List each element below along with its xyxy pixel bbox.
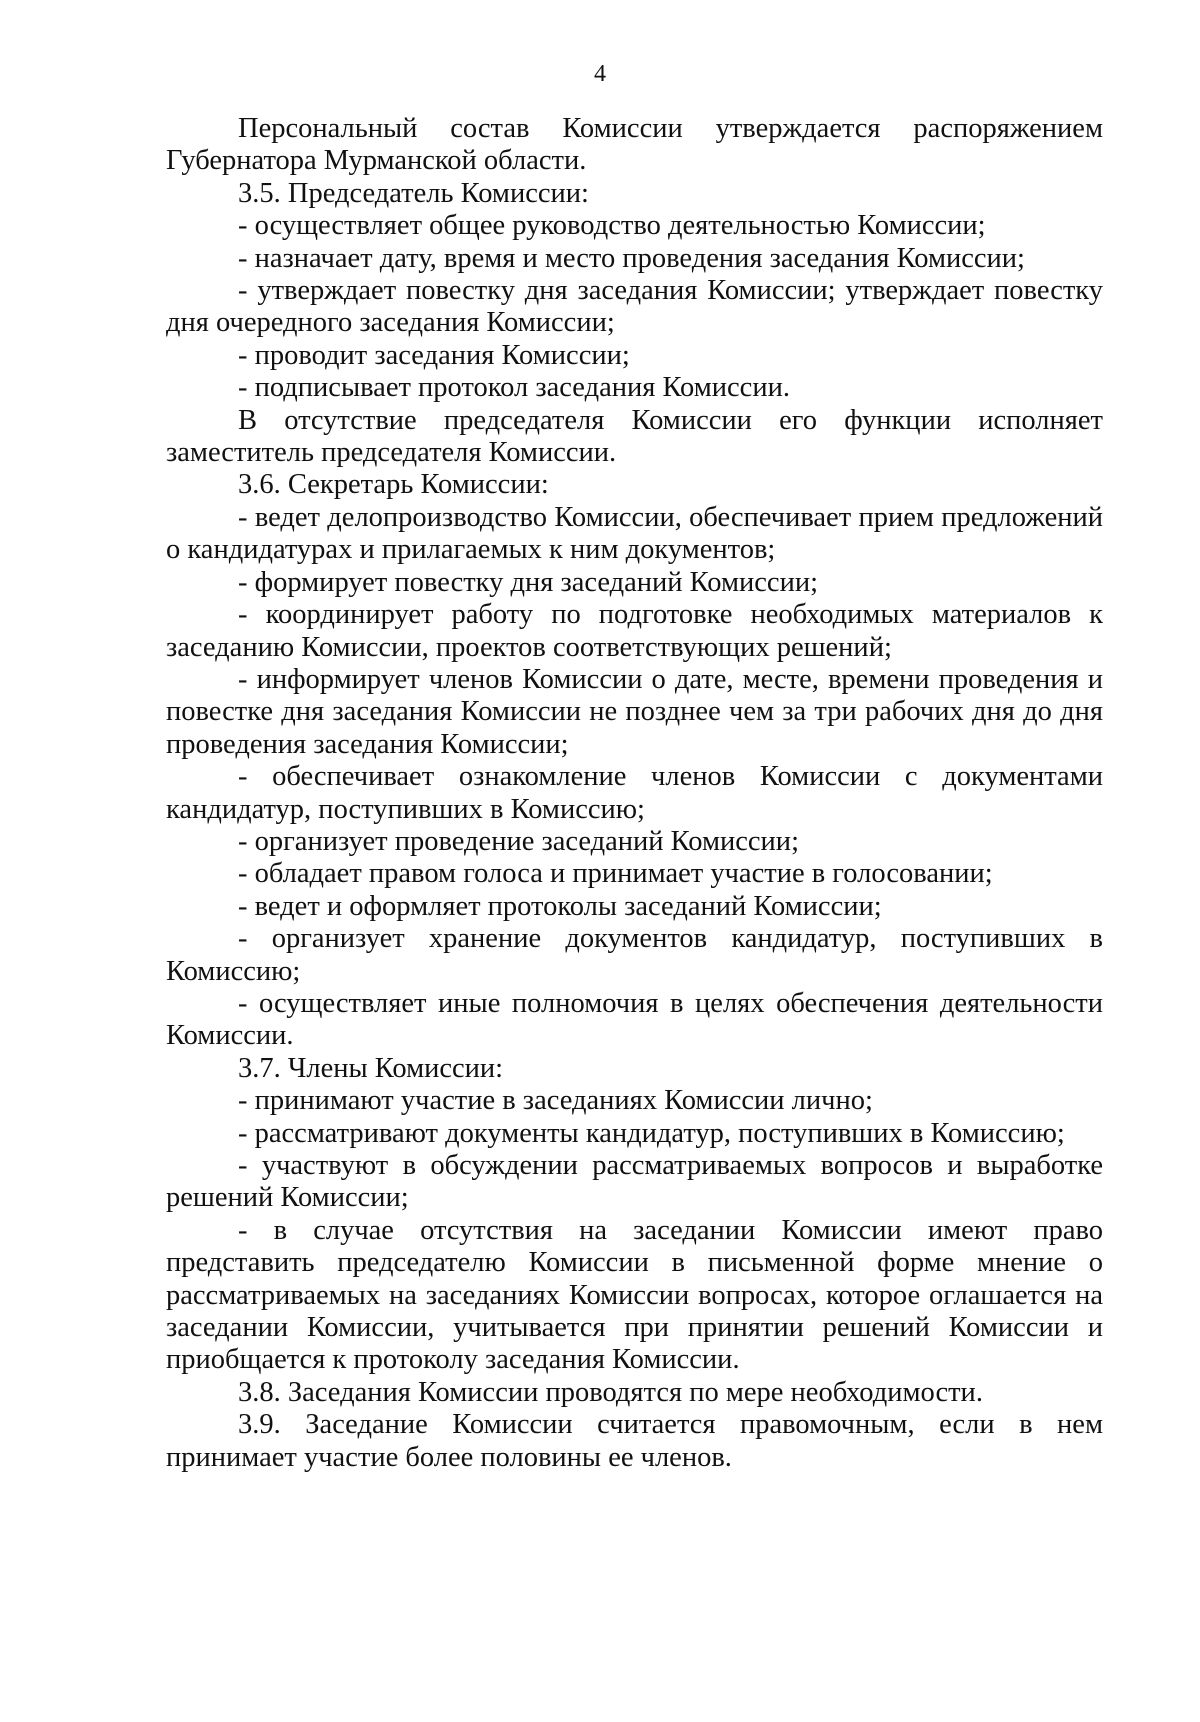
list-item: - в случае отсутствия на заседании Комиссии имеют право представить председателю Комиссии в письменной форме мнение о рассматриваемых на заседаниях Комиссии вопросах, которое оглашается на заседании Комиссии, учитывается при принятии решений Комиссии и приобщается к протоколу заседания Комиссии. [166,1214,1103,1376]
list-item: - обладает правом голоса и принимает участие в голосовании; [238,858,993,890]
list-item: - участвуют в обсуждении рассматриваемых вопросов и выработке решений Комиссии; [166,1150,1103,1214]
list-item: - формирует повестку дня заседаний Комиссии; [238,566,818,598]
section-3-9-paragraph: 3.9. Заседание Комиссии считается правомочным, если в нем принимает участие более половины ее членов. [166,1409,1103,1473]
paragraph-chair-absence: В отсутствие председателя Комиссии его функции исполняет заместитель председателя Комиссии. [166,404,1103,469]
page-number: 4 [594,61,606,87]
list-item: - обеспечивает ознакомление членов Комиссии с документами кандидатур, поступивших в Комиссию; [166,761,1103,825]
list-item: - осуществляет иные полномочия в целях обеспечения деятельности Комиссии. [166,987,1103,1052]
list-item: - рассматривают документы кандидатур, поступивших в Комиссию; [238,1117,1065,1149]
list-item: - ведет делопроизводство Комиссии, обеспечивает прием предложений о кандидатурах и прилагаемых к ним документов; [166,501,1103,566]
list-item: - информирует членов Комиссии о дате, месте, времени проведения и повестке дня заседания Комиссии не позднее чем за три рабочих дня до дня проведения заседания Комиссии; [166,663,1103,760]
list-item: - ведет и оформляет протоколы заседаний Комиссии; [238,890,882,922]
list-item: - осуществляет общее руководство деятельностью Комиссии; [238,210,986,242]
list-item: - утверждает повестку дня заседания Комиссии; утверждает повестку дня очередного заседания Комиссии; [166,275,1103,339]
paragraph-personal-composition: Персональный состав Комиссии утверждается распоряжением Губернатора Мурманской области. [166,113,1103,177]
list-item: - организует хранение документов кандидатур, поступивших в Комиссию; [166,923,1103,987]
list-item: - координирует работу по подготовке необходимых материалов к заседанию Комиссии, проектов соответствующих решений; [166,599,1103,663]
section-3-7-heading: 3.7. Члены Комиссии: [238,1052,504,1084]
section-3-5-heading: 3.5. Председатель Комиссии: [238,177,589,209]
list-item: - принимают участие в заседаниях Комиссии лично; [238,1085,873,1117]
list-item: - назначает дату, время и место проведения заседания Комиссии; [238,242,1025,274]
section-3-6-heading: 3.6. Секретарь Комиссии: [238,469,549,501]
list-item: - подписывает протокол заседания Комиссии. [238,372,790,404]
section-3-8-paragraph: 3.8. Заседания Комиссии проводятся по мере необходимости. [238,1376,983,1408]
list-item: - организует проведение заседаний Комиссии; [238,825,799,857]
document-body [166,113,1103,1474]
list-item: - проводит заседания Комиссии; [238,339,630,371]
